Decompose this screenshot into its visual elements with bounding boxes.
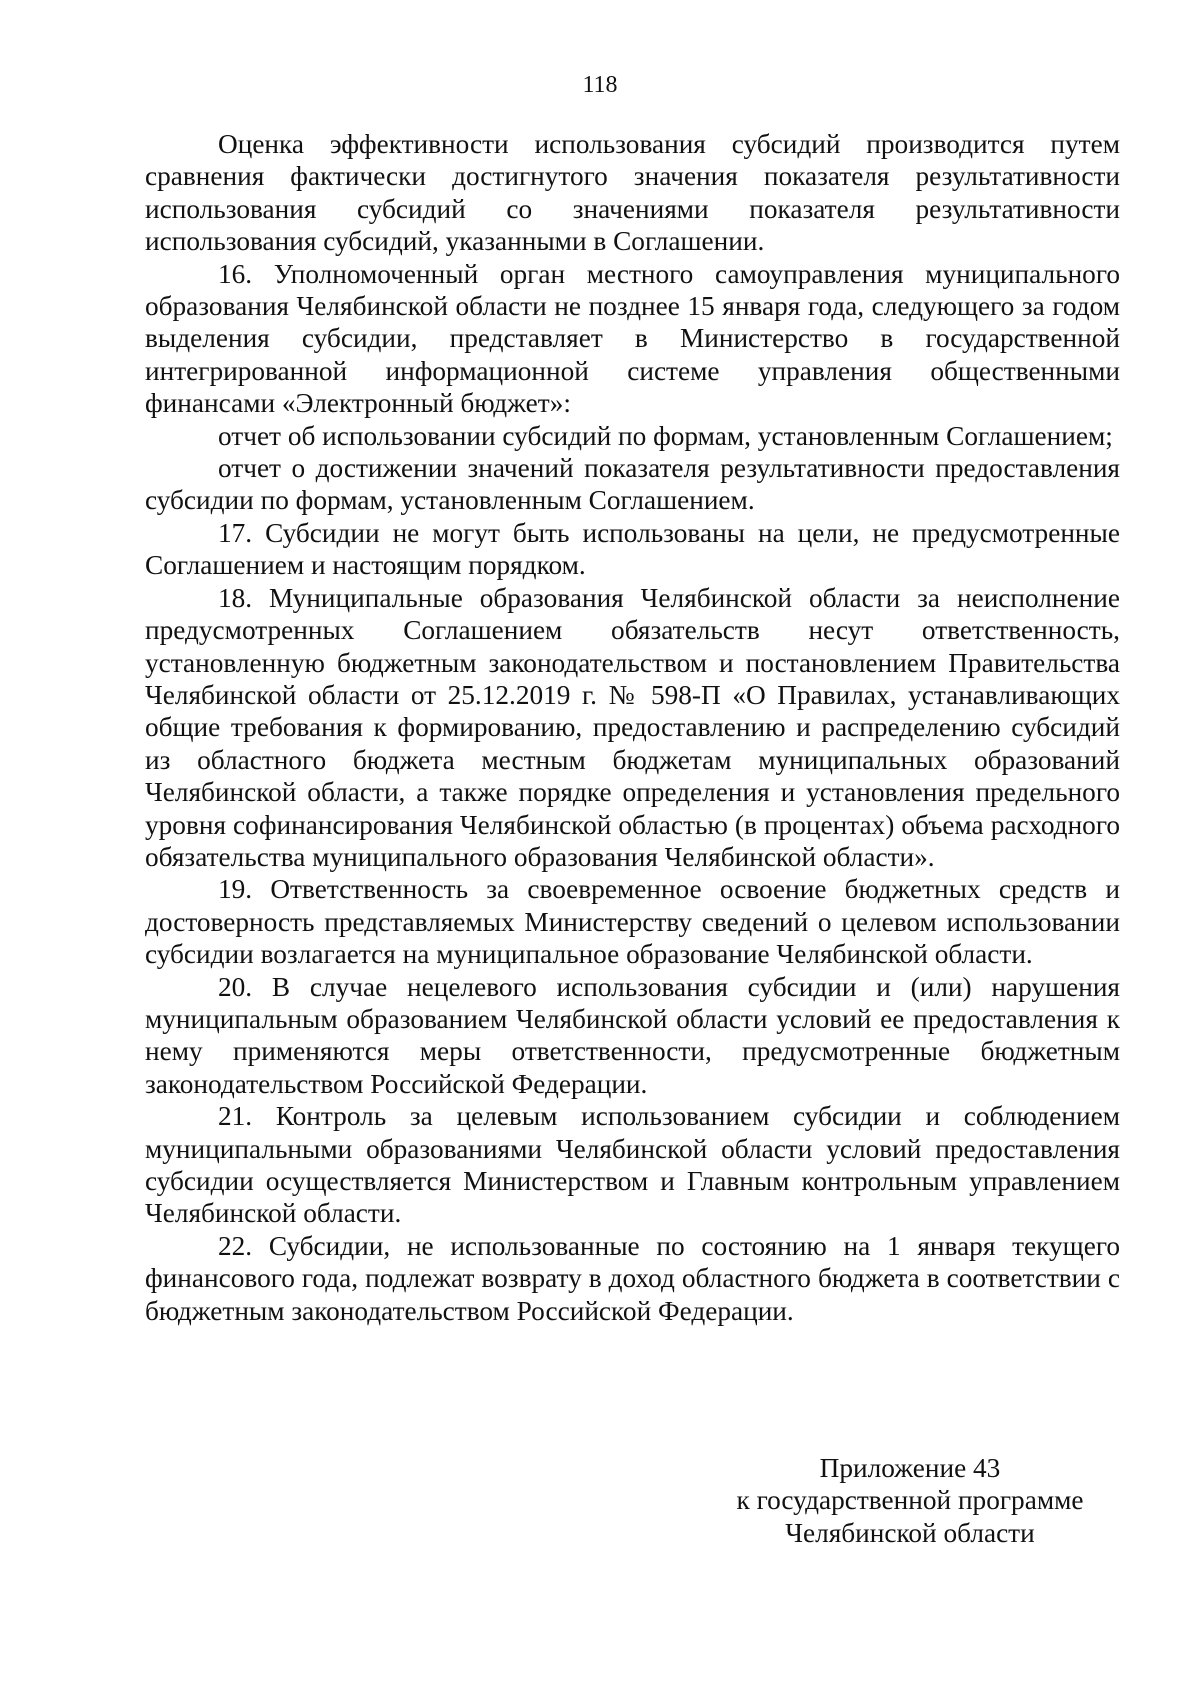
paragraph-efficiency-assessment: Оценка эффективности использования субсидий производится путем сравнения фактически достигнутого значения показателя результативности использования субсидий со значениями показателя результативности использования субсидий, указанными в Соглашении. (145, 129, 1120, 257)
paragraph-21: 21. Контроль за целевым использованием субсидии и соблюдением муниципальными образованиями Челябинской области условий предоставления субсидии осуществляется Министерством и Главным контрольным управлением Челябинской области. (145, 1101, 1120, 1229)
appendix-program: к государственной программе (736, 1485, 1084, 1516)
page-number: 118 (582, 72, 618, 98)
paragraph-22: 22. Субсидии, не использованные по состоянию на 1 января текущего финансового года, подлежат возврату в доход областного бюджета в соответствии с бюджетным законодательством Российской Федерации. (145, 1230, 1120, 1326)
paragraph-19: 19. Ответственность за своевременное освоение бюджетных средств и достоверность представляемых Министерству сведений о целевом использовании субсидии возлагается на муниципальное образование Челябинской области. (145, 874, 1120, 970)
document-body (145, 128, 1120, 1327)
paragraph-report-usage: отчет об использовании субсидий по формам, установленным Соглашением; (218, 420, 1113, 451)
paragraph-20: 20. В случае нецелевого использования субсидии и (или) нарушения муниципальным образованием Челябинской области условий ее предоставления к нему применяются меры ответственности, предусмотренные бюджетным законодательством Российской Федерации. (145, 971, 1120, 1099)
appendix-region: Челябинской области (785, 1517, 1035, 1548)
paragraph-16: 16. Уполномоченный орган местного самоуправления муниципального образования Челябинской области не позднее 15 января года, следующего за годом выделения субсидии, представляет в Министерство в государственной интегрированной информационной системе управления общественными финансами «Электронный бюджет»: (145, 258, 1120, 419)
appendix-number: Приложение 43 (819, 1453, 1001, 1483)
paragraph-17: 17. Субсидии не могут быть использованы на цели, не предусмотренные Соглашением и настоящим порядком. (145, 517, 1120, 581)
paragraph-18: 18. Муниципальные образования Челябинской области за неисполнение предусмотренных Соглашением обязательств несут ответственность, установленную бюджетным законодательством и постановлением Правительства Челябинской области от 25.12.2019 г. № 598-П «О Правилах, устанавливающих общие требования к формированию, предоставлению и распределению субсидий из областного бюджета местным бюджетам муниципальных образований Челябинской области, а также порядке определения и установления предельного уровня софинансирования Челябинской областью (в процентах) объема расходного обязательства муниципального образования Челябинской области». (145, 582, 1120, 872)
paragraph-report-results: отчет о достижении значений показателя результативности предоставления субсидии по формам, установленным Соглашением. (145, 453, 1120, 516)
appendix-heading (700, 1452, 1120, 1549)
